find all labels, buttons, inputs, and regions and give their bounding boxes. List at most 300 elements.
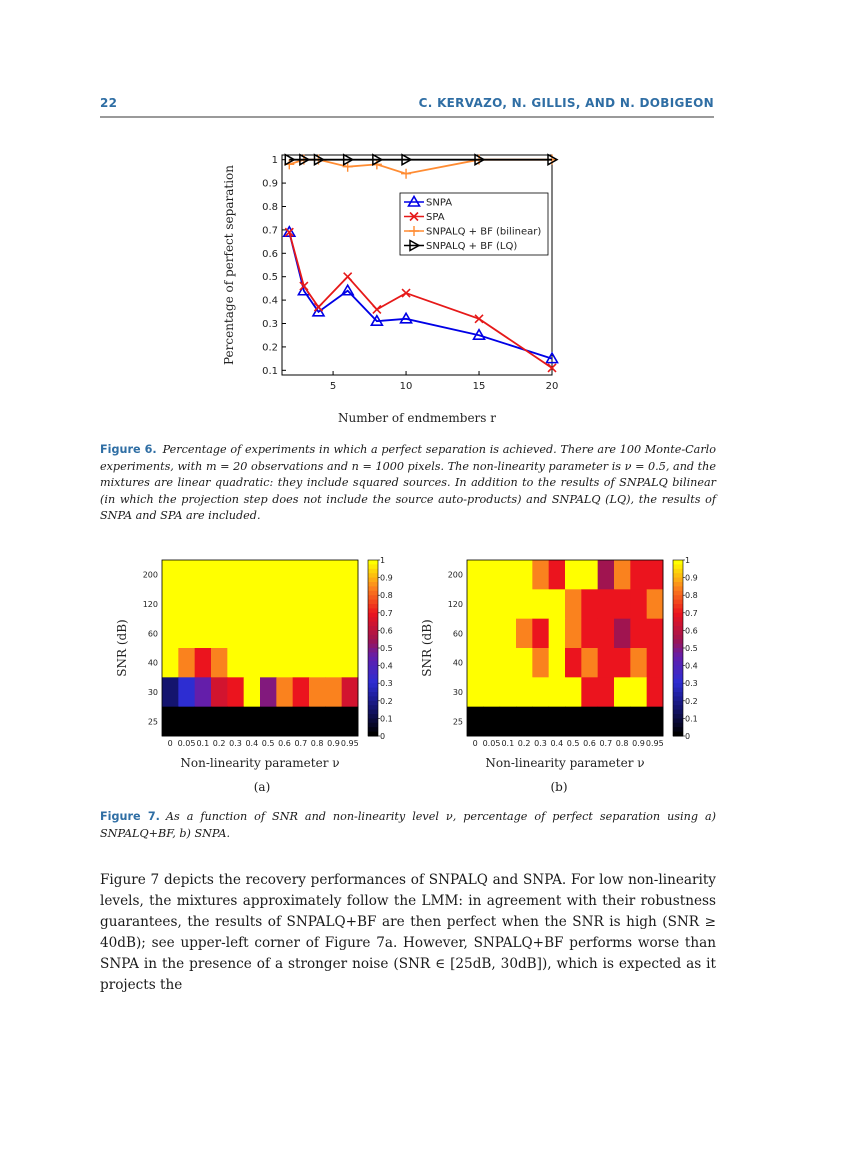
colorbar-segment (368, 674, 378, 679)
colorbar-label: 1 (380, 556, 386, 565)
heatmap-cell (630, 619, 647, 649)
heatmap-cell (467, 560, 484, 590)
colorbar (673, 556, 698, 741)
heatmap-cell (195, 619, 212, 649)
colorbar-segment (673, 679, 683, 684)
heatmap-cell (647, 589, 664, 619)
colorbar-segment (368, 652, 378, 657)
colorbar-label: 0.1 (380, 714, 393, 724)
colorbar-segment (673, 586, 683, 591)
heatmap-cell (598, 677, 615, 707)
heatmap-cell (598, 560, 615, 590)
heatmap-cell (244, 619, 261, 649)
colorbar-segment (368, 578, 378, 583)
colorbar-segment (673, 578, 683, 583)
x-tick-label: 15 (472, 381, 486, 392)
heatmap-cell (244, 707, 261, 737)
colorbar-segment (368, 683, 378, 688)
x-tick-label: 0.2 (212, 739, 226, 748)
y-tick-label: 60 (452, 629, 463, 639)
legend-label: SNPALQ + BF (LQ) (426, 241, 518, 252)
colorbar-segment (368, 648, 378, 653)
figure-7a-sublabel: (a) (253, 780, 271, 794)
colorbar-segment (673, 666, 683, 671)
heatmap-cell (244, 589, 261, 619)
colorbar-segment (368, 600, 378, 605)
heatmap-cell (549, 677, 566, 707)
heatmap-cell (516, 707, 533, 737)
heatmap-cell (325, 619, 342, 649)
x-tick-label: 0.7 (294, 739, 308, 748)
y-tick-label: 200 (142, 570, 158, 580)
colorbar-label: 0 (380, 732, 386, 741)
heatmap-cell (581, 560, 598, 590)
colorbar-segment (673, 657, 683, 662)
heatmap-cell (614, 648, 631, 678)
heatmap-cell (276, 707, 293, 737)
colorbar-segment (673, 630, 683, 635)
colorbar-segment (673, 604, 683, 609)
heatmap-cell (598, 619, 615, 649)
body-paragraph: Figure 7 depicts the recovery performances of SNPALQ and SNPA. For low non-linearity levels, the mixtures approximately follow the LMM: in agreement with their robustness guarantees, the results of SNPALQ+BF are then perfect when the SNR is high (SNR ≥ 40dB); see upper-left corner of Figure 7a. However, SNPALQ+BF performs worse than SNPA in the presence of a stronger noise (SNR ∈ [25dB, 30dB]), which is expected as it projects the (100, 872, 716, 993)
heatmap-cell (467, 619, 484, 649)
heatmap-cells (162, 560, 358, 736)
x-axis-label: Non-linearity parameter ν (180, 756, 340, 770)
heatmap-cell (483, 560, 500, 590)
heatmap-cell (532, 648, 549, 678)
colorbar-segment (368, 564, 378, 569)
heatmap-cell (178, 707, 195, 737)
heatmap-cell (581, 619, 598, 649)
heatmap-cell (195, 589, 212, 619)
page-number: 22 (100, 96, 118, 110)
legend-label: SNPALQ + BF (bilinear) (426, 226, 542, 238)
colorbar-label: 0.5 (380, 644, 393, 653)
x-tick-label: 0.95 (340, 739, 359, 748)
colorbar-segment (368, 657, 378, 662)
heatmap-cell (483, 648, 500, 678)
colorbar-segment (673, 560, 683, 565)
figure-7b-heatmap (415, 550, 715, 800)
heatmap-cell (260, 619, 277, 649)
heatmap-cell (630, 677, 647, 707)
heatmap-cell (260, 648, 277, 678)
running-head-authors: C. KERVAZO, N. GILLIS, AND N. DOBIGEON (418, 96, 714, 110)
y-tick-label: 25 (452, 717, 463, 727)
heatmap-cell (549, 589, 566, 619)
heatmap-cell (195, 677, 212, 707)
heatmap-cell (309, 648, 326, 678)
heatmap-cell (630, 589, 647, 619)
colorbar-segment (368, 630, 378, 635)
heatmap-cell (211, 619, 228, 649)
heatmap-cell (293, 707, 310, 737)
heatmap-cell (630, 707, 647, 737)
figure-7-caption-text: As a function of SNR and non-linearity level ν, percentage of perfect separation using a) SNPALQ+BF, b) SNPA. (100, 810, 717, 840)
colorbar-segment (368, 710, 378, 715)
heatmap-cell (483, 677, 500, 707)
heatmap-cell (325, 707, 342, 737)
y-axis-label: SNR (dB) (115, 619, 129, 677)
heatmap-cell (162, 589, 179, 619)
heatmap-cell (227, 648, 244, 678)
colorbar-label: 0.4 (380, 661, 393, 671)
heatmap-cell (276, 619, 293, 649)
colorbar-label: 0 (685, 732, 691, 741)
colorbar-segment (368, 701, 378, 706)
colorbar-segment (368, 661, 378, 666)
heatmap-cell (647, 707, 664, 737)
heatmap-cell (614, 589, 631, 619)
y-tick-label: 200 (447, 570, 463, 580)
colorbar-segment (673, 723, 683, 728)
figure-6-caption-text: Percentage of experiments in which a perfect separation is achieved. There are 100 Monte-Carlo experiments, with m = 20 observations and n = 1000 pixels. The non-linearity parameter is ν = 0.5, and the mixtures are linear quadratic: they include squared sources. In addition to the results of SNPALQ bilinear (in which the projection step does not include the source auto-products) and SNPALQ (LQ), the results of SNPA and SPA are included. (100, 443, 716, 522)
heatmap-cell (598, 589, 615, 619)
heatmap-cell (178, 619, 195, 649)
colorbar-segment (368, 591, 378, 596)
colorbar-segment (368, 569, 378, 574)
colorbar-segment (673, 635, 683, 640)
heatmap-cell (500, 589, 517, 619)
heatmap-cell (500, 560, 517, 590)
colorbar-segment (673, 564, 683, 569)
heatmap-cell (309, 619, 326, 649)
x-tick-label: 0.05 (482, 739, 501, 748)
heatmap-cell (565, 707, 582, 737)
heatmap-cells (467, 560, 663, 736)
heatmap-cell (293, 589, 310, 619)
heatmap-cell (309, 677, 326, 707)
colorbar-label: 0.2 (685, 696, 698, 706)
colorbar-segment (368, 586, 378, 591)
heatmap-cell (532, 589, 549, 619)
heatmap-cell (467, 707, 484, 737)
x-tick-label: 0.5 (261, 739, 275, 748)
colorbar-segment (368, 604, 378, 609)
heatmap-cell (342, 589, 359, 619)
heatmap-cell (598, 707, 615, 737)
colorbar-label: 0.2 (380, 696, 393, 706)
colorbar-label: 0.5 (685, 644, 698, 653)
colorbar-segment (673, 710, 683, 715)
heatmap-cell (614, 619, 631, 649)
heatmap-cell (565, 560, 582, 590)
colorbar-segment (368, 560, 378, 565)
figure-6-label: Figure 6. (100, 443, 157, 456)
colorbar-segment (673, 608, 683, 613)
y-tick-label: 30 (147, 688, 158, 697)
colorbar-segment (673, 683, 683, 688)
y-axis-label: SNR (dB) (420, 619, 434, 677)
colorbar-segment (673, 652, 683, 657)
x-tick-label: 0.2 (517, 739, 531, 748)
plot-frame (282, 155, 552, 375)
y-tick-label: 0.7 (262, 225, 278, 237)
y-tick-label: 0.5 (262, 272, 278, 284)
colorbar-segment (673, 591, 683, 596)
colorbar-segment (673, 644, 683, 649)
colorbar-label: 0.7 (380, 608, 393, 618)
colorbar-label: 0.3 (685, 679, 698, 689)
x-tick-label: 0.6 (278, 739, 291, 748)
figure-7b-sublabel: (b) (550, 780, 568, 794)
colorbar-segment (368, 714, 378, 719)
y-tick-label: 0.4 (262, 295, 278, 307)
heatmap-cell (467, 589, 484, 619)
heatmap-cell (647, 619, 664, 649)
colorbar-segment (673, 573, 683, 578)
colorbar-segment (368, 696, 378, 701)
x-tick-label: 20 (545, 381, 559, 392)
heatmap-cell (581, 707, 598, 737)
heatmap-cell (647, 648, 664, 678)
heatmap-cell (647, 677, 664, 707)
heatmap-cell (467, 648, 484, 678)
colorbar-segment (368, 626, 378, 631)
heatmap-cell (178, 560, 195, 590)
heatmap-cell (309, 707, 326, 737)
y-tick-label: 30 (452, 688, 463, 697)
heatmap-cell (244, 560, 261, 590)
heatmap-cell (516, 589, 533, 619)
x-tick-label: 5 (329, 381, 337, 392)
colorbar-segment (368, 692, 378, 697)
heatmap-cell (532, 677, 549, 707)
heatmap-cell (532, 560, 549, 590)
heatmap-cell (227, 589, 244, 619)
colorbar-segment (368, 723, 378, 728)
heatmap-cell (178, 648, 195, 678)
heatmap-cell (293, 619, 310, 649)
x-tick-label: 0.3 (229, 739, 242, 748)
x-axis-label: Non-linearity parameter ν (485, 756, 645, 770)
heatmap-cell (342, 619, 359, 649)
colorbar-segment (673, 595, 683, 600)
heatmap-cell (483, 619, 500, 649)
figure-6-line-chart (220, 145, 570, 435)
colorbar-segment (368, 635, 378, 640)
colorbar-label: 0.3 (380, 679, 393, 689)
heatmap-cell (581, 648, 598, 678)
heatmap-cell (516, 648, 533, 678)
y-tick-label: 25 (147, 717, 158, 727)
colorbar-segment (673, 600, 683, 605)
heatmap-cell (227, 707, 244, 737)
colorbar-label: 0.9 (380, 573, 393, 583)
heatmap-cell (598, 648, 615, 678)
colorbar-label: 0.9 (685, 573, 698, 583)
x-axis-label: Number of endmembers r (337, 411, 497, 425)
heatmap-cell (565, 589, 582, 619)
colorbar-segment (673, 696, 683, 701)
heatmap-cell (549, 648, 566, 678)
colorbar-segment (673, 692, 683, 697)
colorbar-segment (368, 679, 378, 684)
colorbar-segment (673, 718, 683, 723)
colorbar-segment (368, 582, 378, 587)
colorbar-segment (673, 727, 683, 732)
figure-7-label: Figure 7. (100, 810, 160, 823)
heatmap-cell (211, 560, 228, 590)
colorbar-segment (368, 608, 378, 613)
y-tick-label: 40 (147, 658, 158, 668)
colorbar-label: 0.7 (685, 608, 698, 618)
colorbar-label: 0.8 (685, 591, 698, 601)
colorbar-segment (368, 639, 378, 644)
heatmap-cell (565, 619, 582, 649)
heatmap-cell (260, 560, 277, 590)
x-tick-label: 0.4 (245, 739, 259, 748)
x-tick-label: 0.8 (615, 739, 629, 748)
colorbar-label: 0.8 (380, 591, 393, 601)
heatmap-cell (325, 560, 342, 590)
heatmap-cell (532, 707, 549, 737)
heatmap-cell (162, 560, 179, 590)
heatmap-cell (211, 707, 228, 737)
figure-7-caption (100, 809, 716, 842)
colorbar-segment (368, 613, 378, 618)
x-tick-label: 0.4 (550, 739, 564, 748)
legend-label: SNPA (426, 197, 453, 209)
y-tick-label: 1 (271, 155, 278, 167)
heatmap-cell (211, 648, 228, 678)
heatmap-cell (260, 589, 277, 619)
heatmap-cell (211, 677, 228, 707)
colorbar-segment (368, 617, 378, 622)
x-tick-label: 0 (472, 739, 478, 748)
figure-6-caption (100, 442, 716, 525)
heatmap-cell (244, 648, 261, 678)
heatmap-cell (325, 648, 342, 678)
heatmap-cell (483, 707, 500, 737)
heatmap-cell (178, 677, 195, 707)
y-tick-label: 0.2 (262, 342, 278, 354)
y-tick-label: 120 (447, 600, 463, 609)
colorbar-segment (368, 727, 378, 732)
heatmap-cell (565, 677, 582, 707)
colorbar-segment (368, 718, 378, 723)
colorbar-segment (368, 688, 378, 693)
heatmap-cell (276, 677, 293, 707)
heatmap-cell (581, 677, 598, 707)
colorbar-segment (673, 701, 683, 706)
colorbar-segment (673, 617, 683, 622)
heatmap-cell (342, 648, 359, 678)
header-rule (100, 116, 714, 118)
x-tick-label: 0.6 (583, 739, 596, 748)
heatmap-cell (227, 560, 244, 590)
colorbar-segment (368, 666, 378, 671)
heatmap-cell (532, 619, 549, 649)
heatmap-cell (516, 560, 533, 590)
heatmap-cell (260, 707, 277, 737)
heatmap-cell (614, 677, 631, 707)
y-tick-label: 120 (142, 600, 158, 609)
heatmap-cell (500, 707, 517, 737)
colorbar-label: 0.6 (380, 626, 393, 636)
colorbar-segment (368, 622, 378, 627)
heatmap-cell (309, 589, 326, 619)
colorbar-segment (673, 569, 683, 574)
colorbar-label: 0.6 (685, 626, 698, 636)
heatmap-cell (260, 677, 277, 707)
legend (400, 193, 548, 255)
heatmap-cell (195, 707, 212, 737)
heatmap-cell (227, 619, 244, 649)
colorbar-segment (368, 705, 378, 710)
heatmap-cell (309, 560, 326, 590)
x-tick-label: 0.9 (632, 739, 645, 748)
x-tick-label: 0.05 (177, 739, 196, 748)
heatmap-cell (276, 560, 293, 590)
heatmap-cell (276, 648, 293, 678)
heatmap-cell (614, 707, 631, 737)
heatmap-cell (325, 677, 342, 707)
y-tick-label: 60 (147, 629, 158, 639)
colorbar-segment (368, 573, 378, 578)
x-tick-label: 10 (399, 381, 413, 392)
heatmap-cell (647, 560, 664, 590)
y-tick-label: 0.6 (262, 248, 278, 260)
heatmap-cell (276, 589, 293, 619)
heatmap-cell (342, 677, 359, 707)
y-tick-label: 40 (452, 658, 463, 668)
x-tick-label: 0.9 (327, 739, 340, 748)
colorbar-label: 0.4 (685, 661, 698, 671)
y-axis-label: Percentage of perfect separation (222, 165, 236, 365)
colorbar-segment (673, 688, 683, 693)
heatmap-cell (293, 677, 310, 707)
colorbar-segment (673, 661, 683, 666)
colorbar-segment (673, 674, 683, 679)
heatmap-cell (293, 560, 310, 590)
colorbar-segment (673, 613, 683, 618)
x-tick-label: 0 (167, 739, 173, 748)
y-tick-label: 0.9 (262, 178, 278, 190)
heatmap-cell (549, 560, 566, 590)
colorbar-segment (368, 670, 378, 675)
y-tick-label: 0.3 (262, 319, 278, 331)
heatmap-cell (293, 648, 310, 678)
heatmap-cell (162, 619, 179, 649)
y-tick-label: 0.8 (262, 201, 278, 213)
heatmap-cell (565, 648, 582, 678)
x-tick-label: 0.7 (599, 739, 613, 748)
heatmap-cell (549, 619, 566, 649)
x-tick-label: 0.95 (645, 739, 664, 748)
colorbar-segment (673, 714, 683, 719)
heatmap-cell (162, 707, 179, 737)
heatmap-cell (244, 677, 261, 707)
heatmap-cell (516, 677, 533, 707)
heatmap-cell (162, 677, 179, 707)
heatmap-cell (162, 648, 179, 678)
heatmap-cell (195, 648, 212, 678)
heatmap-cell (630, 648, 647, 678)
x-tick-label: 0.3 (534, 739, 547, 748)
heatmap-cell (500, 648, 517, 678)
colorbar-segment (673, 622, 683, 627)
colorbar-segment (673, 670, 683, 675)
colorbar-segment (368, 644, 378, 649)
heatmap-cell (614, 560, 631, 590)
legend-label: SPA (426, 212, 445, 223)
heatmap-cell (630, 560, 647, 590)
heatmap-cell (342, 707, 359, 737)
x-tick-label: 0.1 (501, 739, 515, 748)
heatmap-cell (195, 560, 212, 590)
x-tick-label: 0.8 (310, 739, 324, 748)
